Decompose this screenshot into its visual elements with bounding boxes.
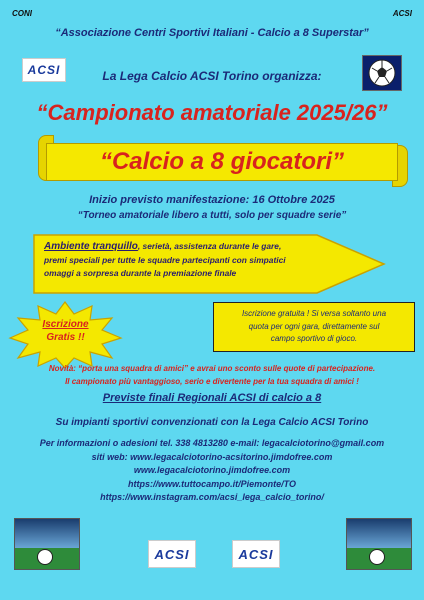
tournament-line: “Torneo amatoriale libero a tutti, solo per squadre serie”	[77, 210, 347, 221]
ball-icon	[369, 549, 385, 565]
organizer-line: La Lega Calcio ACSI Torino organizza:	[102, 69, 322, 83]
venues-line: Su impianti sportivi convenzionati con la Lega Calcio ACSI Torino	[55, 417, 369, 428]
features-arrow	[32, 233, 387, 295]
novelty-text	[0, 363, 424, 388]
acsi-logo-bottom-left	[148, 540, 196, 568]
start-date-line: Inizio previsto manifestazione: 16 Ottobre 2025	[89, 194, 335, 206]
novelty-line1: Novità: “porta una squadra di amici” e avrai uno sconto sulle quote di partecipazione.	[48, 364, 376, 373]
scroll-banner	[38, 135, 408, 185]
acsi-logo-text: ACSI	[238, 546, 274, 562]
free-entry-line2: quota per ogni gara, direttamente sul	[248, 321, 380, 331]
contact-site1[interactable]: siti web: www.legacalciotorino-acsitorino.jimdofree.com	[91, 451, 333, 462]
features-text	[44, 240, 304, 281]
features-highlight: Ambiente tranquillo	[44, 241, 138, 252]
free-entry-line1: Iscrizione gratuita ! Si versa soltanto una	[241, 309, 387, 318]
acsi-logo-text: ACSI	[154, 546, 190, 562]
acsi-logo-bottom-right	[232, 540, 280, 568]
free-entry-line3: campo sportivo di gioco.	[270, 334, 358, 343]
finals-line: Previste finali Regionali ACSI di calcio a 8	[102, 392, 322, 404]
stadium-image-right	[346, 518, 412, 570]
association-heading: “Associazione Centri Sportivi Italiani - Calcio a 8 Superstar”	[55, 27, 369, 39]
contact-instagram[interactable]: https://www.instagram.com/acsi_lega_calcio_torino/	[100, 492, 324, 503]
burst-line1: Iscrizione	[42, 319, 89, 330]
contact-tuttocampo[interactable]: https://www.tuttocampo.it/Piemonte/TO	[128, 478, 296, 489]
championship-title: “Campionato amatoriale 2025/26”	[36, 100, 388, 125]
novelty-line2: Il campionato più vantaggioso, serio e divertente per la tua squadra di amici !	[65, 376, 359, 386]
features-line2: premi speciali per tutte le squadre partecipanti con simpatici	[44, 254, 286, 265]
burst-text	[8, 318, 123, 344]
features-line1: , serietà, assistenza durante le gare,	[137, 241, 282, 251]
banner-title: “Calcio a 8 giocatori”	[46, 143, 398, 181]
ball-icon	[37, 549, 53, 565]
burst-line2: Gratis !!	[46, 332, 85, 343]
features-line3: omaggi a sorpresa durante la premiazione finale	[44, 268, 237, 278]
acsi-logo-text: ACSI	[27, 63, 61, 77]
acsi-corner-label: ACSI	[392, 9, 412, 18]
contacts-block	[0, 437, 424, 505]
free-entry-box	[213, 302, 415, 352]
stadium-image-left	[14, 518, 80, 570]
registration-burst	[8, 300, 123, 370]
contact-site2[interactable]: www.legacalciotorino.jimdofree.com	[133, 465, 291, 476]
coni-label: CONI	[12, 9, 32, 18]
contact-phone-email: Per informazioni o adesioni tel. 338 4813280 e-mail: legacalciotorino@gmail.com	[39, 438, 385, 448]
